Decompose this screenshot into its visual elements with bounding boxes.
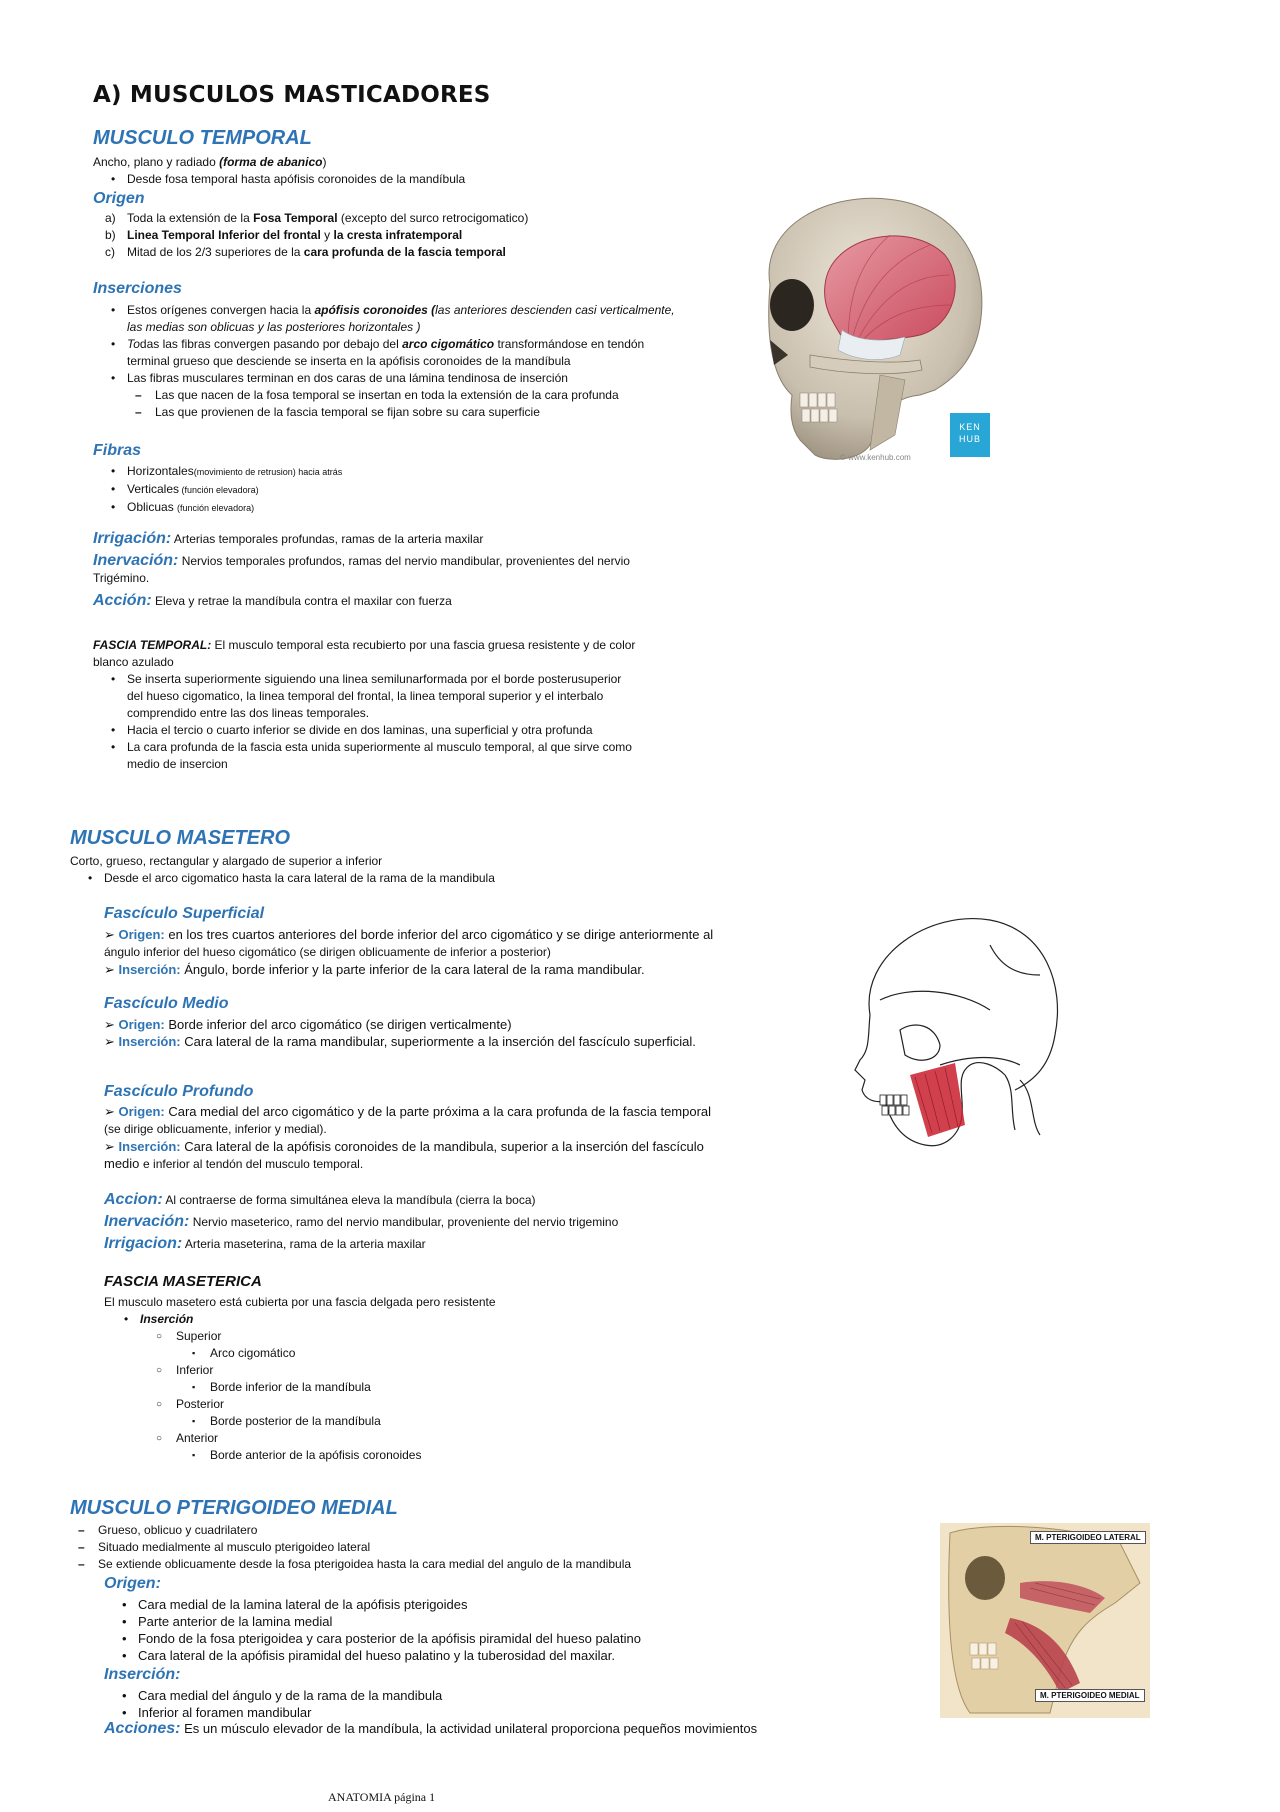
pterigoideo-insercion-item: • Cara medial del ángulo y de la rama de la mandibula [118, 1687, 728, 1704]
masetero-irrigacion: Irrigacion: Arteria maseterina, rama de la arteria maxilar [104, 1235, 426, 1252]
temporal-muscle-illustration [730, 165, 1000, 465]
kenhub-logo: KEN HUB [950, 413, 990, 457]
fascia-insercion-item: ○ Superior ▪ Arco cigomático [156, 1328, 704, 1362]
masetero-heading: MUSCULO MASETERO [70, 827, 290, 849]
temporal-origen-list [93, 210, 713, 261]
temporal-inserciones-list [107, 302, 677, 421]
fascia-temporal: FASCIA TEMPORAL: El musculo temporal esta recubierto por una fascia gruesa resistente y de color blanco azulado • Se inserta superiormente siguiendo una linea semilunarformada por el borde posterusuperior del hueso cigomatico, la linea temporal del frontal, la linea temporal superior y el interbalo comprendido entre las dos lineas temporales. • Hacia el tercio o cuarto inferior se divide en dos laminas, una superficial y otra profunda • La cara profunda de la fascia esta unida superiormente al musculo temporal, al que sirve como medio de insercion [93, 637, 653, 773]
fascia-temporal-item: • La cara profunda de la fascia esta unida superiormente al musculo temporal, al que sirve como medio de insercion [107, 739, 637, 773]
temporal-intro-bullet: • Desde fosa temporal hasta apófisis coronoides de la mandíbula [107, 171, 713, 188]
origen-item-c: c) Mitad de los 2/3 superiores de la cara profunda de la fascia temporal [105, 245, 506, 259]
masetero-intro-bullet: • Desde el arco cigomatico hasta la cara lateral de la rama de la mandibula [84, 870, 690, 887]
fasciculo-profundo: ➢ Origen: Cara medial del arco cigomático y de la parte próxima a la cara profunda de la fascia temporal (se dirige oblicuamente, inferior y medial). ➢ Inserción: Cara lateral de la apófisis coronoides de la mandibula, superior a la inserción del fascículo medio e inferior al tendón del musculo temporal. [104, 1104, 712, 1171]
temporal-inserciones-heading: Inserciones [93, 280, 182, 297]
origen-item-b: b) Linea Temporal Inferior del frontal y la cresta infratemporal [105, 228, 463, 242]
fasciculo-profundo-heading: Fascículo Profundo [104, 1083, 254, 1100]
pterigoideo-origen-item: • Fondo de la fosa pterigoidea y cara posterior de la apófisis piramidal del hueso palatino [118, 1630, 728, 1647]
fascia-insercion-detail: ▪ Borde anterior de la apófisis coronoides [192, 1447, 704, 1464]
pterigoideo-origen-item: • Cara lateral de la apófisis piramidal del hueso palatino y la tuberosidad del maxilar. [118, 1647, 728, 1664]
fasciculo-superficial: ➢ Origen: en los tres cuartos anteriores del borde inferior del arco cigomático y se dirige anteriormente al ángulo inferior del hueso cigomático (se dirigen oblicuamente de inferior a posterior) ➢ Inserción: Ángulo, borde inferior y la parte inferior de la cara lateral de la rama mandibular. [104, 927, 714, 977]
pterigoideo-feature: – Se extiende oblicuamente desde la fosa pterigoidea hasta la cara medial del angulo de la mandibula [70, 1556, 710, 1573]
page-title: A) MUSCULOS MASTICADORES [93, 82, 491, 108]
page-footer: ANATOMIA página 1 [328, 1790, 436, 1804]
label-pterigoideo-medial: M. PTERIGOIDEO MEDIAL [1035, 1689, 1145, 1702]
fascia-insercion-detail: ▪ Arco cigomático [192, 1345, 704, 1362]
pterigoideo-features [70, 1522, 710, 1573]
temporal-heading: MUSCULO TEMPORAL [93, 127, 312, 149]
temporal-fibras-heading: Fibras [93, 442, 142, 459]
pterigoideo-heading: MUSCULO PTERIGOIDEO MEDIAL [70, 1497, 398, 1519]
fascia-insercion-item: ○ Posterior ▪ Borde posterior de la mandíbula [156, 1396, 704, 1430]
fascia-insercion-item: ○ Anterior ▪ Borde anterior de la apófisis coronoides [156, 1430, 704, 1464]
temporal-irrigacion: Irrigación: Arterias temporales profundas, ramas de la arteria maxilar [93, 530, 484, 547]
image-credit: © www.kenhub.com [840, 453, 911, 462]
masetero-intro: Corto, grueso, rectangular y alargado de superior a inferior • Desde el arco cigomatico hasta la cara lateral de la rama de la mandibula [70, 853, 690, 887]
pterigoideo-acciones-cropped: Acciones: Es un músculo elevador de la mandíbula, la actividad unilateral proporciona pequeños movimientos [104, 1720, 758, 1737]
temporal-intro: Ancho, plano y radiado (forma de abanico) • Desde fosa temporal hasta apófisis coronoides de la mandíbula [93, 154, 713, 188]
pterigoideo-origen-heading: Origen: [104, 1575, 161, 1592]
fascia-insercion-detail: ▪ Borde posterior de la mandíbula [192, 1413, 704, 1430]
fasciculo-medio-heading: Fascículo Medio [104, 995, 229, 1012]
insercion-item: • Todas las fibras convergen pasando por debajo del arco cigomático transformándose en tendón terminal grueso que desciende se inserta en la apófisis coronoides de la mandíbula [107, 336, 677, 370]
fibra-item: • Verticales (función elevadora) [107, 481, 607, 499]
origen-item-a: a) Toda la extensión de la Fosa Temporal (excepto del surco retrocigomatico) [105, 211, 529, 225]
fascia-temporal-item: • Se inserta superiormente siguiendo una linea semilunarformada por el borde posterusuperior del hueso cigomatico, la linea temporal del frontal, la linea temporal superior y el interbalo comprendido entre las dos lineas temporales. [107, 671, 637, 722]
temporal-fibras-list [107, 463, 607, 517]
fascia-maseterica: El musculo masetero está cubierta por una fascia delgada pero resistente • Inserción ○ Superior ▪ Arco cigomático ○ Inferior ▪ Borde inferior de la mandíbula ○ Posterior ▪ Borde posterior de la mandíbula ○ Anterior ▪ Borde anterior de la apófisis coronoides [104, 1294, 704, 1464]
fascia-insercion-detail: ▪ Borde inferior de la mandíbula [192, 1379, 704, 1396]
masetero-accion: Accion: Al contraerse de forma simultánea eleva la mandíbula (cierra la boca) [104, 1191, 536, 1208]
pterigoideo-feature: – Grueso, oblicuo y cuadrilatero [70, 1522, 710, 1539]
temporal-origen-heading: Origen [93, 190, 145, 207]
insercion-subitem: – Las que provienen de la fascia temporal se fijan sobre su cara superficie [127, 404, 677, 421]
masseter-illustration [840, 905, 1070, 1165]
fibra-item: • Oblicuas (función elevadora) [107, 499, 607, 517]
pterigoideo-origen-list [118, 1596, 728, 1664]
fasciculo-superficial-heading: Fascículo Superficial [104, 905, 265, 922]
pterigoideo-insercion-item: • Inferior al foramen mandibular [118, 1704, 728, 1721]
fasciculo-medio: ➢ Origen: Borde inferior del arco cigomático (se dirigen verticalmente) ➢ Inserción: Cara lateral de la rama mandibular, superiormente a la inserción del fascículo superficial. [104, 1017, 696, 1049]
label-pterigoideo-lateral: M. PTERIGOIDEO LATERAL [1030, 1531, 1146, 1544]
fibra-item: • Horizontales(movimiento de retrusion) hacia atrás [107, 463, 607, 481]
fascia-maseterica-heading: FASCIA MASETERICA [104, 1273, 262, 1290]
pterigoideo-origen-item: • Parte anterior de la lamina medial [118, 1613, 728, 1630]
fascia-insercion-item: ○ Inferior ▪ Borde inferior de la mandíbula [156, 1362, 704, 1396]
pterigoideo-insercion-heading: Inserción: [104, 1666, 181, 1683]
temporal-inervacion: Inervación: Nervios temporales profundos, ramas del nervio mandibular, provenientes del nervio Trigémino. [93, 552, 630, 585]
insercion-item: • Las fibras musculares terminan en dos caras de una lámina tendinosa de inserción – Las que nacen de la fosa temporal se insertan en toda la extensión de la cara profunda – Las que provienen de la fascia temporal se fijan sobre su cara superficie [107, 370, 677, 421]
fascia-temporal-item: • Hacia el tercio o cuarto inferior se divide en dos laminas, una superficial y otra profunda [107, 722, 637, 739]
pterigoideo-insercion-list [118, 1687, 728, 1721]
insercion-subitem: – Las que nacen de la fosa temporal se insertan en toda la extensión de la cara profunda [127, 387, 677, 404]
fascia-insercion: • Inserción ○ Superior ▪ Arco cigomático ○ Inferior ▪ Borde inferior de la mandíbula ○ Posterior ▪ Borde posterior de la mandíbula ○ Anterior ▪ Borde anterior de la apófisis coronoides [120, 1311, 704, 1464]
temporal-accion: Acción: Eleva y retrae la mandíbula contra el maxilar con fuerza [93, 592, 452, 609]
pterygoid-illustration [940, 1523, 1150, 1718]
insercion-item: • Estos orígenes convergen hacia la apófisis coronoides (las anteriores descienden casi verticalmente, las medias son oblicuas y las posteriores horizontales ) [107, 302, 677, 336]
masetero-inervacion: Inervación: Nervio maseterico, ramo del nervio mandibular, proveniente del nervio trigemino [104, 1213, 619, 1230]
pterigoideo-feature: – Situado medialmente al musculo pterigoideo lateral [70, 1539, 710, 1556]
pterigoideo-origen-item: • Cara medial de la lamina lateral de la apófisis pterigoides [118, 1596, 728, 1613]
